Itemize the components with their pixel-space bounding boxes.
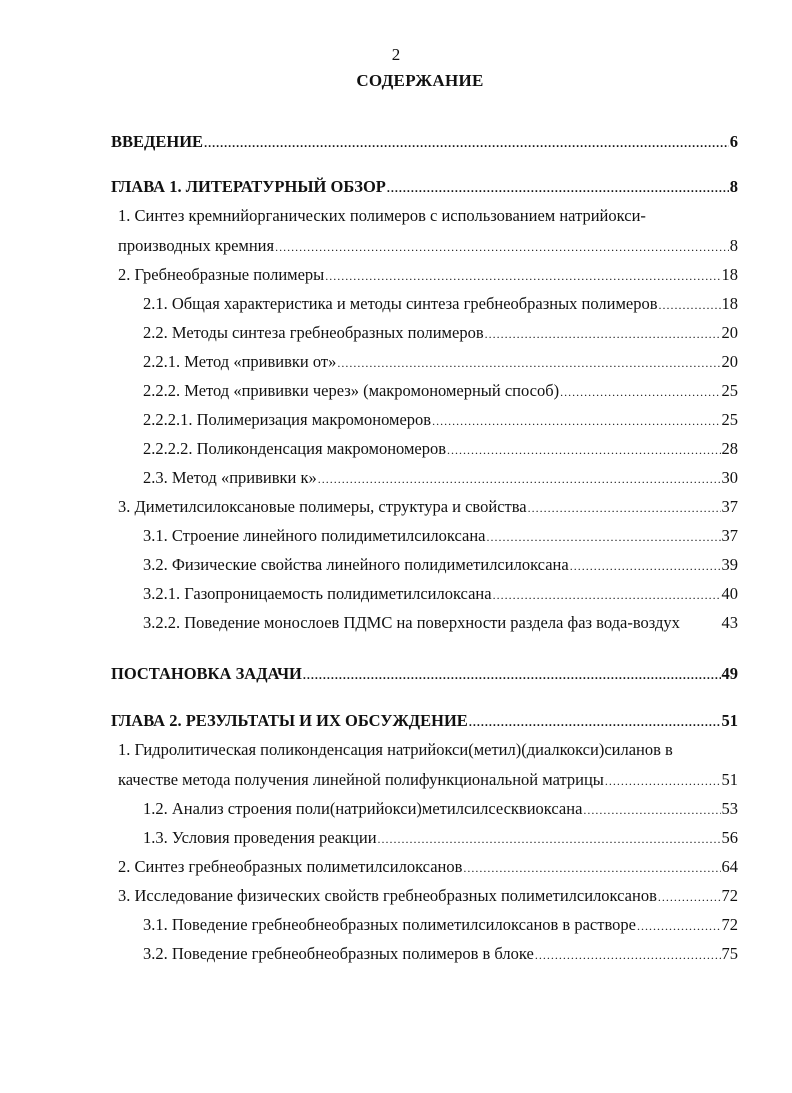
page-number: 2 xyxy=(391,45,401,64)
dot-leader xyxy=(325,266,720,286)
dot-leader xyxy=(432,411,720,431)
dot-leader xyxy=(378,829,721,849)
toc-entry[interactable] xyxy=(118,236,738,257)
toc-entry-page: 6 xyxy=(729,132,738,151)
toc-entry[interactable] xyxy=(143,828,738,849)
toc-entry[interactable] xyxy=(143,799,738,820)
toc-entry-label: 2. Гребнеобразные полимеры xyxy=(118,265,325,284)
toc-entry-page: 72 xyxy=(721,915,738,934)
toc-entry-line1: 1. Гидролитическая поликонденсация натрийокси(метил)(диалкокси)силанов в xyxy=(118,740,673,759)
toc-entry-page: 51 xyxy=(721,711,738,730)
toc-entry-page: 18 xyxy=(721,265,738,284)
toc-entry[interactable] xyxy=(143,613,738,634)
toc-entry-label: 3. Диметилсилоксановые полимеры, структура и свойства xyxy=(118,497,527,516)
toc-entry-page: 30 xyxy=(721,468,738,487)
toc-entry-line1: 1. Синтез кремнийорганических полимеров с использованием натрийокси- xyxy=(118,206,646,225)
toc-entry[interactable] xyxy=(143,439,738,460)
dot-leader xyxy=(487,527,721,547)
toc-entry[interactable] xyxy=(111,132,738,153)
toc-entry-page: 20 xyxy=(721,352,738,371)
dot-leader xyxy=(659,295,721,315)
toc-entry-page: 64 xyxy=(721,857,738,876)
toc-entry-label: 2.2.1. Метод «прививки от» xyxy=(143,352,337,371)
toc-entry-page: 18 xyxy=(721,294,738,313)
toc-entry[interactable] xyxy=(143,294,738,315)
toc-entry-label: 3.2. Физические свойства линейного полидиметилсилоксана xyxy=(143,555,569,574)
toc-entry-page: 75 xyxy=(721,944,738,963)
dot-leader xyxy=(447,440,720,460)
toc-entry-page: 8 xyxy=(729,177,738,196)
toc-entry[interactable] xyxy=(118,265,738,286)
dot-leader xyxy=(583,800,720,820)
toc-entry-label: 2.2.2.1. Полимеризация макромономеров xyxy=(143,410,432,429)
toc-entry[interactable] xyxy=(143,526,738,547)
dot-leader xyxy=(469,712,721,732)
toc-entry[interactable] xyxy=(143,944,738,965)
toc-entry-label: 3.1. Строение линейного полидиметилсилоксана xyxy=(143,526,486,545)
toc-entry-label: 3. Исследование физических свойств гребнеобразных полиметилсилоксанов xyxy=(118,886,657,905)
toc-entry-label: 1.2. Анализ строения поли(натрийокси)метилсилсесквиоксана xyxy=(143,799,583,818)
toc-entry-page: 8 xyxy=(729,236,738,255)
dot-leader xyxy=(387,178,729,198)
toc-entry-label: 3.2.1. Газопроницаемость полидиметилсилоксана xyxy=(143,584,492,603)
toc-entry[interactable] xyxy=(143,584,738,605)
dot-leader xyxy=(605,771,721,791)
dot-leader xyxy=(204,133,729,153)
dot-leader xyxy=(275,237,729,257)
toc-entry-label: 3.1. Поведение гребнеобнеобразных полиметилсилоксанов в растворе xyxy=(143,915,636,934)
toc-entry[interactable] xyxy=(143,323,738,344)
toc-entry[interactable] xyxy=(143,352,738,373)
toc-entry-label: ПОСТАНОВКА ЗАДАЧИ xyxy=(111,664,302,683)
toc-entry[interactable] xyxy=(143,410,738,431)
toc-entry-page: 28 xyxy=(721,439,738,458)
toc-entry[interactable] xyxy=(111,177,738,198)
toc-entry[interactable] xyxy=(143,915,738,936)
toc-entry[interactable] xyxy=(118,497,738,518)
dot-leader xyxy=(637,916,721,936)
toc-entry-page: 56 xyxy=(721,828,738,847)
toc-entry-page: 49 xyxy=(721,664,738,683)
toc-entry-label: ГЛАВА 2. РЕЗУЛЬТАТЫ И ИХ ОБСУЖДЕНИЕ xyxy=(111,711,468,730)
toc-title: СОДЕРЖАНИЕ xyxy=(356,71,484,90)
toc-entry-label: ГЛАВА 1. ЛИТЕРАТУРНЫЙ ОБЗОР xyxy=(111,177,386,196)
dot-leader xyxy=(463,858,720,878)
dot-leader xyxy=(337,353,720,373)
toc-entry[interactable] xyxy=(111,664,738,685)
toc-entry-page: 25 xyxy=(721,410,738,429)
dot-leader xyxy=(570,556,721,576)
toc-entry-label: 2.2. Методы синтеза гребнеобразных полимеров xyxy=(143,323,484,342)
toc-entry[interactable] xyxy=(111,711,738,732)
toc-entry[interactable] xyxy=(143,468,738,489)
toc-entry-label: 1.3. Условия проведения реакции xyxy=(143,828,377,847)
dot-leader xyxy=(658,887,721,907)
toc-entry-label: 2.2.2.2. Поликонденсация макромономеров xyxy=(143,439,447,458)
toc-entry-page: 43 xyxy=(721,613,738,632)
dot-leader xyxy=(560,382,720,402)
dot-leader xyxy=(535,945,721,965)
toc-entry[interactable] xyxy=(118,770,738,791)
dot-leader xyxy=(528,498,721,518)
toc-entry-page: 40 xyxy=(721,584,738,603)
dot-leader xyxy=(485,324,721,344)
toc-entry-label: 2.1. Общая характеристика и методы синтеза гребнеобразных полимеров xyxy=(143,294,658,313)
toc-entry-page: 72 xyxy=(721,886,738,905)
toc-entry[interactable] xyxy=(118,857,738,878)
toc-entry-label: производных кремния xyxy=(118,236,275,255)
dot-leader xyxy=(493,585,721,605)
toc-entry[interactable] xyxy=(143,555,738,576)
toc-entry-page: 37 xyxy=(721,497,738,516)
toc-entry-page: 53 xyxy=(721,799,738,818)
toc-entry[interactable] xyxy=(118,886,738,907)
toc-entry-label: 2. Синтез гребнеобразных полиметилсилоксанов xyxy=(118,857,463,876)
toc-entry-label: 2.2.2. Метод «прививки через» (макромономерный способ) xyxy=(143,381,560,400)
toc-entry-page: 51 xyxy=(721,770,738,789)
toc-entry-page: 37 xyxy=(721,526,738,545)
toc-entry-label: 3.2.2. Поведение монослоев ПДМС на поверхности раздела фаз вода-воздух xyxy=(143,613,680,632)
toc-entry-label: ВВЕДЕНИЕ xyxy=(111,132,204,151)
dot-leader xyxy=(318,469,721,489)
toc-entry-page: 20 xyxy=(721,323,738,342)
toc-entry-page: 39 xyxy=(721,555,738,574)
toc-entry-label: 2.3. Метод «прививки к» xyxy=(143,468,317,487)
dot-leader xyxy=(303,665,721,685)
toc-entry-label: 3.2. Поведение гребнеобнеобразных полимеров в блоке xyxy=(143,944,534,963)
toc-entry-label: качестве метода получения линейной полифункциональной матрицы xyxy=(118,770,604,789)
toc-entry-page: 25 xyxy=(721,381,738,400)
toc-entry[interactable] xyxy=(143,381,738,402)
